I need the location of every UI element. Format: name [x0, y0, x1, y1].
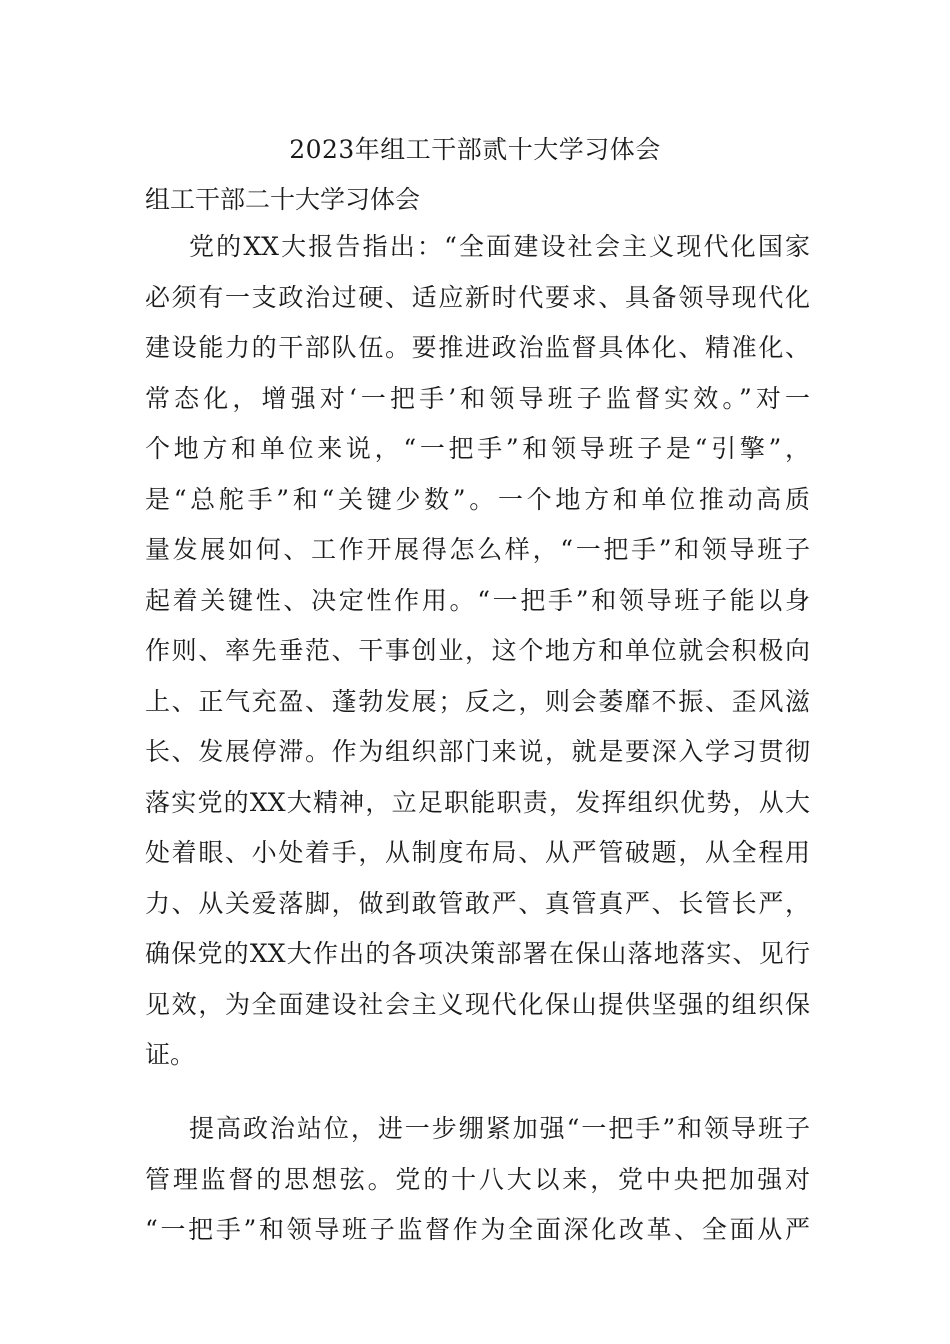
text-line: 力、从关爱落脚，做到敢管敢严、真管真严、长管长严，	[145, 888, 810, 918]
document-subtitle: 组工干部二十大学习体会	[145, 185, 421, 214]
text-line: 落实党的XX大精神，立足职能职责，发挥组织优势，从大	[145, 787, 810, 817]
text-line: 是“总舵手”和“关键少数”。一个地方和单位推动高质	[145, 484, 810, 514]
text-line: 见效，为全面建设社会主义现代化保山提供坚强的组织保	[145, 989, 810, 1019]
text-line: 确保党的XX大作出的各项决策部署在保山落地落实、见行	[145, 939, 810, 968]
text-line: 上、正气充盈、蓬勃发展；反之，则会萎靡不振、歪风滋	[145, 686, 810, 716]
text-line: 建设能力的干部队伍。要推进政治监督具体化、精准化、	[145, 333, 810, 362]
text-line: “一把手”和领导班子监督作为全面深化改革、全面从严	[145, 1215, 810, 1244]
text-line: 常态化，增强对‘一把手’和领导班子监督实效。”对一	[145, 383, 810, 413]
document-title: 2023年组工干部贰十大学习体会	[289, 135, 661, 164]
text-line: 个地方和单位来说，“一把手”和领导班子是“引擎”，	[145, 434, 810, 463]
text-line: 管理监督的思想弦。党的十八大以来，党中央把加强对	[145, 1164, 810, 1194]
text-line: 起着关键性、决定性作用。“一把手”和领导班子能以身	[145, 585, 810, 615]
text-line: 作则、率先垂范、干事创业，这个地方和单位就会积极向	[145, 636, 810, 665]
text-line: 提高政治站位，进一步绷紧加强“一把手”和领导班子	[189, 1114, 810, 1143]
paragraph-2	[145, 1104, 810, 1256]
text-line: 党的XX大报告指出：“全面建设社会主义现代化国家	[189, 232, 810, 261]
paragraph-1	[145, 222, 810, 1081]
text-line: 证。	[145, 1040, 196, 1069]
text-line: 长、发展停滞。作为组织部门来说，就是要深入学习贯彻	[145, 737, 810, 766]
text-line: 必须有一支政治过硬、适应新时代要求、具备领导现代化	[145, 282, 810, 312]
text-line: 处着眼、小处着手，从制度布局、从严管破题，从全程用	[145, 838, 810, 867]
text-line: 量发展如何、工作开展得怎么样，“一把手”和领导班子	[145, 535, 810, 564]
